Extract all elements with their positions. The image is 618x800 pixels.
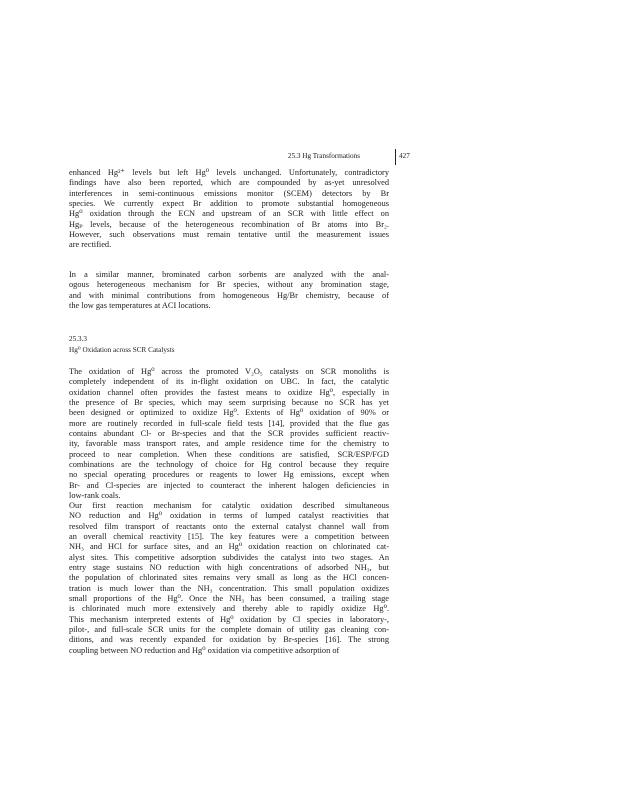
text-line: ditions, and was recently expanded for oxidation by Br-species [16]. The strong bbox=[69, 635, 389, 645]
text-line: NO reduction and Hg⁰ oxidation in terms of lumped catalyst reactivities that bbox=[69, 511, 389, 521]
text-line: the low gas temperatures at ACI locations. bbox=[69, 301, 211, 311]
text-line: coupling between NO reduction and Hg⁰ oxidation via competitive adsorption of bbox=[69, 645, 340, 655]
text-line: combinations are the technology of choice for Hg control because they require bbox=[69, 460, 389, 470]
section-number: 25.3.3 bbox=[69, 335, 87, 343]
text-line: ity, favorable mass transport rates, and ample residence time for the chemistry to bbox=[69, 439, 389, 449]
text-line: proceed to near completion. When these conditions are satisfied, SCR/ESP/FGD bbox=[69, 449, 389, 459]
header-divider bbox=[395, 149, 396, 165]
paragraph-brominated-sorbents bbox=[69, 270, 389, 311]
header-section-title: 25.3 Hg Transformations bbox=[287, 152, 360, 160]
text-line: contains abundant Cl- or Br-species and that the SCR provides sufficient reactiv- bbox=[69, 429, 389, 439]
text-line: no special operating procedures or reagents to lower Hg emissions, except when bbox=[69, 470, 389, 480]
paragraph-br-addition bbox=[69, 168, 389, 251]
text-line: low-rank coals. bbox=[69, 491, 121, 501]
text-line: resolved film transport of reactants onto the external catalyst channel wall from bbox=[69, 521, 389, 531]
text-line: ogous heterogeneous mechanism for Br species, without any bromination stage, bbox=[69, 280, 389, 290]
text-line: small proportions of the Hg⁰. Once the NH₃ has been consumed, a trailing stage bbox=[69, 594, 389, 604]
text-line: been designed or optimized to oxidize Hg⁰. Extents of Hg⁰ oxidation of 90% or bbox=[69, 408, 389, 418]
text-line: NH₃ and HCl for surface sites, and an Hg⁰ oxidation reaction on chlorinated cat- bbox=[69, 542, 389, 552]
text-line: enhanced Hg²⁺ levels but left Hg⁰ levels unchanged. Unfortunately, contradictory bbox=[69, 168, 389, 177]
text-line: Hg⁰ oxidation through the ECN and upstream of an SCR with little effect on bbox=[69, 209, 389, 219]
paragraph-reaction-mechanism bbox=[69, 501, 389, 656]
text-line: interferences in semi-continuous emissions monitor (SCEM) detectors by Br bbox=[69, 188, 389, 198]
text-line: alyst sites. This competitive adsorption subdivides the catalyst into two stages. An bbox=[69, 552, 389, 562]
section-title: Hg⁰ Oxidation across SCR Catalysts bbox=[69, 346, 175, 354]
text-line: and with minimal contributions from homogeneous Hg/Br chemistry, because of bbox=[69, 290, 389, 300]
text-line: Our first reaction mechanism for catalytic oxidation described simultaneous bbox=[69, 501, 389, 510]
text-line: In a similar manner, brominated carbon sorbents are analyzed with the anal- bbox=[69, 270, 389, 279]
text-line: tration is much lower than the NH₃ concentration. This small population oxidizes bbox=[69, 583, 389, 593]
text-line: However, such observations must remain tentative until the measurement issues bbox=[69, 230, 389, 240]
text-line: Br- and Cl-species are injected to counteract the inherent halogen deficiencies in bbox=[69, 480, 389, 490]
text-line: more are routinely recorded in full-scale field tests [14], provided that the flue gas bbox=[69, 418, 389, 428]
text-line: findings have also been reported, which are compounded by as-yet unresolved bbox=[69, 178, 389, 188]
page-number: 427 bbox=[399, 152, 410, 160]
text-line: oxidation channel often provides the fastest means to oxidize Hg⁰, especially in bbox=[69, 387, 389, 397]
text-line: entry stage sustains NO reduction with high concentrations of adsorbed NH₃, but bbox=[69, 563, 389, 573]
text-line: The oxidation of Hg⁰ across the promoted V₂O₅ catalysts on SCR monoliths is bbox=[69, 367, 389, 376]
text-line: completely independent of its in-flight oxidation on UBC. In fact, the catalytic bbox=[69, 377, 389, 387]
running-header bbox=[287, 151, 414, 165]
text-line: an overall chemical reactivity [15]. The key features were a competition between bbox=[69, 532, 389, 542]
text-line: species. We currently expect Br addition to promote substantial homogeneous bbox=[69, 199, 389, 209]
text-line: is chlorinated much more extensively and thereby able to rapidly oxidize Hg⁰. bbox=[69, 604, 389, 614]
text-line: This mechanism interpreted extents of Hg⁰ oxidation by Cl species in laboratory-, bbox=[69, 614, 389, 624]
text-line: Hgₚ levels, because of the heterogeneous recombination of Br atoms into Br₂. bbox=[69, 219, 389, 229]
text-line: the population of chlorinated sites remains very small as long as the HCl concen- bbox=[69, 573, 389, 583]
paragraph-scr-oxidation bbox=[69, 367, 389, 501]
text-line: the presence of Br species, which may seem surprising because no SCR has yet bbox=[69, 398, 389, 408]
text-line: are rectified. bbox=[69, 240, 112, 250]
text-line: pilot-, and full-scale SCR units for the complete domain of utility gas cleaning con- bbox=[69, 625, 389, 635]
